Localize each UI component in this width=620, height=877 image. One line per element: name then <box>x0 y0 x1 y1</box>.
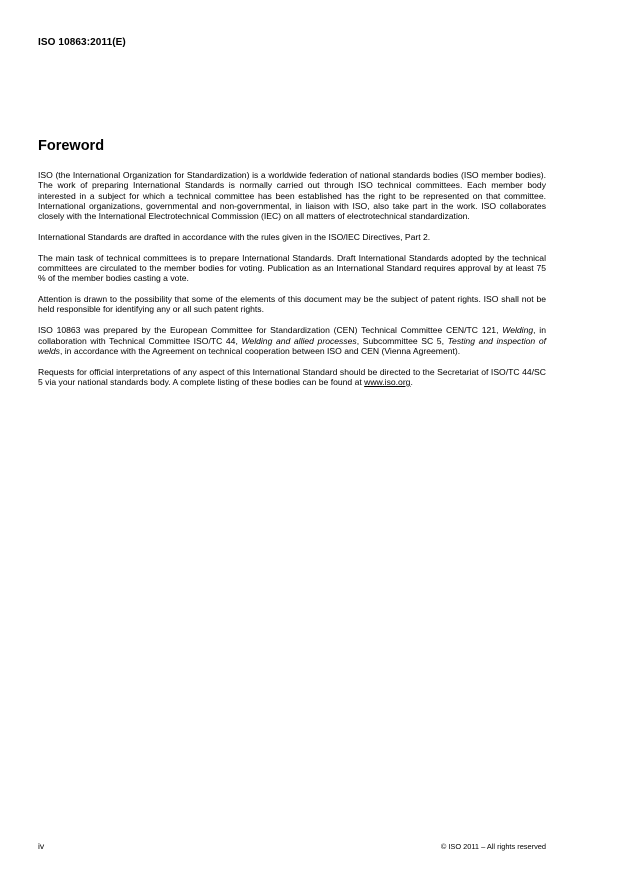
document-header-standard-id: ISO 10863:2011(E) <box>38 37 126 48</box>
iso-website-link[interactable]: www.iso.org <box>364 376 411 387</box>
committee-name-welding: Welding <box>502 325 534 336</box>
page-title: Foreword <box>38 138 105 154</box>
page-number: iv <box>38 841 45 851</box>
subcommittee-name-testing: Testing and inspection of welds <box>38 335 546 356</box>
paragraph-drafting-rules: International Standards are drafted in accordance with the rules given in the ISO/IEC Directives, Part 2. <box>38 231 431 242</box>
preparation-text-3: , Subcommittee SC 5, <box>356 335 448 346</box>
paragraph-preparation <box>38 325 546 356</box>
foreword-body <box>38 170 546 398</box>
paragraph-patent-rights: Attention is drawn to the possibility that some of the elements of this document may be the subject of patent rights. ISO shall not be held responsible for identifying any or all such patent rights. <box>38 294 546 315</box>
paragraph-interpretations <box>38 367 546 388</box>
preparation-text-1: ISO 10863 was prepared by the European Committee for Standardization (CEN) Technical Committee CEN/TC 121, <box>38 325 503 336</box>
interpretations-text: Requests for official interpretations of any aspect of this International Standard should be directed to the Secretariat of ISO/TC 44/SC 5 via your national standards body. A complete listing of these bodies can be found at <box>38 366 546 387</box>
preparation-text-2: , in collaboration with Technical Committee ISO/TC 44, <box>38 325 546 346</box>
paragraph-committee-task: The main task of technical committees is to prepare International Standards. Draft International Standards adopted by the technical committees are circulated to the member bodies for voting. Publication as an International Standard requires approval by at least 75 % of the member bodies casting a vote. <box>38 252 546 284</box>
interpretations-end: . <box>410 376 413 387</box>
committee-name-welding-allied: Welding and allied processes <box>241 335 357 346</box>
preparation-text-4: , in accordance with the Agreement on technical cooperation between ISO and CEN (Vienna Agreement). <box>59 345 461 356</box>
paragraph-iso-federation: ISO (the International Organization for Standardization) is a worldwide federation of national standards bodies (ISO member bodies). The work of preparing International Standards is normally carried out through ISO technical committees. Each member body interested in a subject for which a technical committee has been established has the right to be represented on that committee. International organizations, governmental and non-governmental, in liaison with ISO, also take part in the work. ISO collaborates closely with the International Electrotechnical Commission (IEC) on all matters of electrotechnical standardization. <box>38 170 546 222</box>
copyright-notice: © ISO 2011 – All rights reserved <box>440 842 546 851</box>
